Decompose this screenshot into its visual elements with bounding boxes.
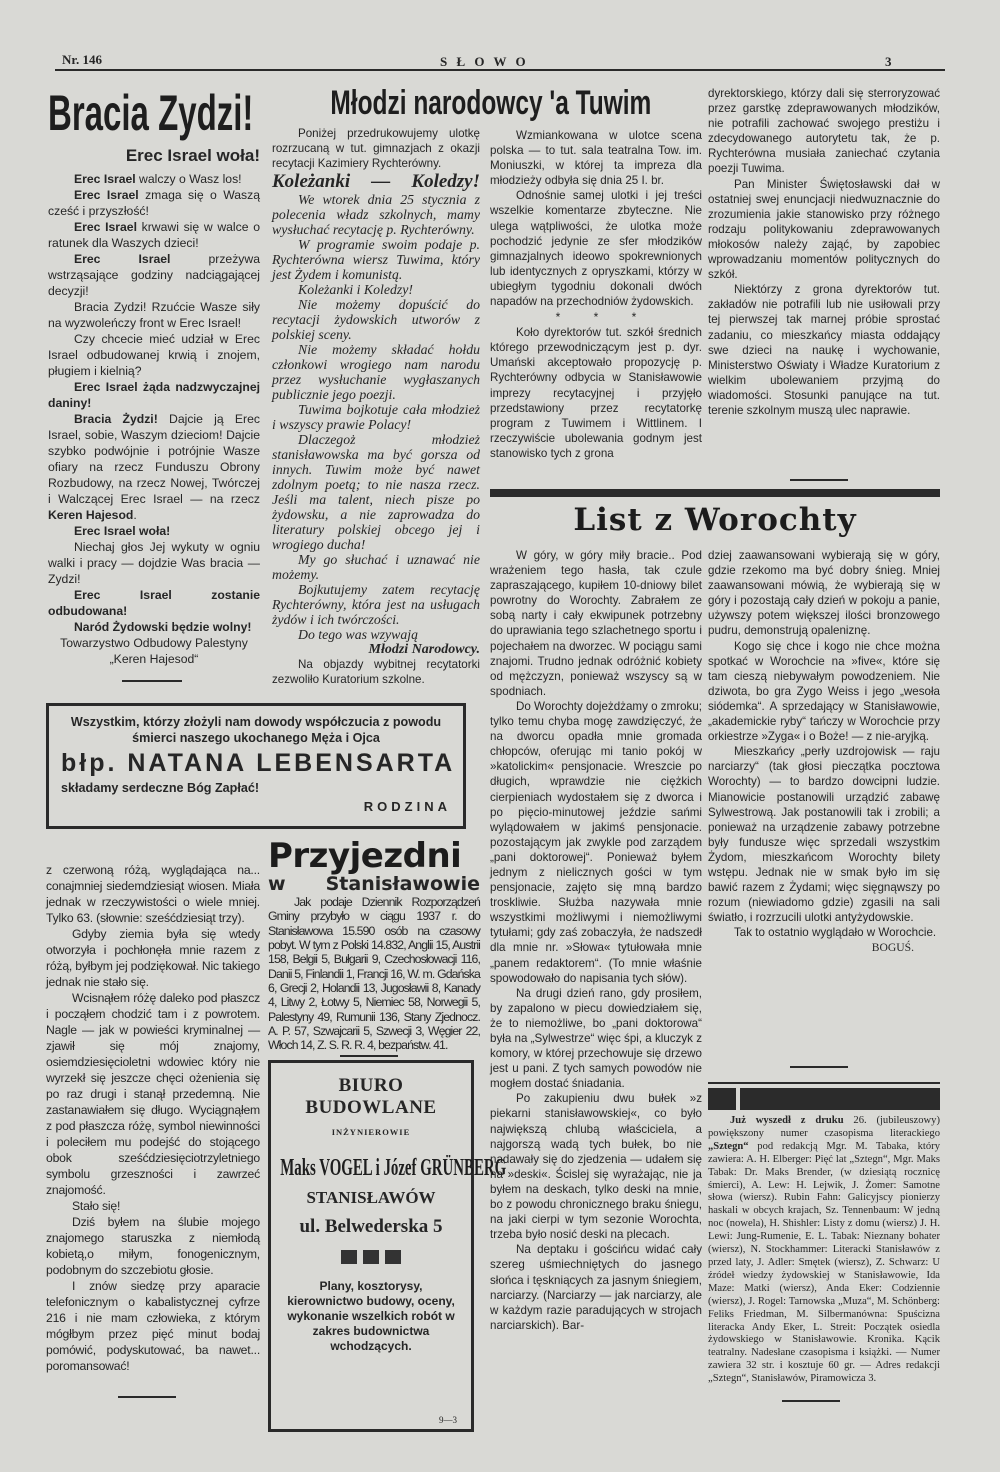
paragraph <box>48 411 260 523</box>
author: BOGUŚ. <box>871 941 914 955</box>
text-segment: Już wyszedł z druku <box>730 1115 844 1126</box>
divider <box>118 1396 176 1398</box>
paragraph: Tak to ostatnio wyglądało w Worochcie. <box>734 926 937 940</box>
paragraph <box>48 187 260 219</box>
worochta-col3 <box>490 548 702 1333</box>
paragraph: Do Worochty dojeżdżamy o zmroku; tylko temu chyba mogę zawdzięczyć, że na dworcu opadła mnie gromada chłopców, oferując mi tanio pokój w »katolickim« pensjonacie. Wreszcie po długich, wprawdzie nie ciężkich cierpieniach wydostałem się z dworca i po pięcio-minutowej jeździe sańmi wylądowałem w jakimś pensjonacie. pozostającym jak zwykle pod zarządem „pani doktorowej“. Ponieważ byłem jednym z nielicznych gości w tym pensjonacie, zajęto się mną bardzo troskliwie. Służba nazywała mnie wszystkimi możliwymi i niemożliwymi tytułami; gdy zaś zobaczyła, że nadszedł dla mnie nr. »Słowa« tytułowała mnie „panem redaktorem“. (To mnie właśnie spowodowało do napisania tych słów). <box>490 699 702 985</box>
leaflet-poem <box>272 192 480 642</box>
paragraph <box>48 523 260 539</box>
page-number: 3 <box>885 54 892 69</box>
text-segment: przeżywa wstrząsające godziny nadciągającej decyzji! <box>48 252 260 298</box>
text-segment: pod redakcją Mgr. M. Tabaka, który zawiera: A. H. Elberger: Pięć lat „Sztegn“, Mgr. Maks Tabak: Dr. Maks Brender, (w dziesiątą rocznicę śmierci), A. Lew: H. Lejwik, J. Żomer: Samotne słowa (wiersz). Rubin Fahn: Galicyjscy pionierzy haskali w obcych krajach, Sz. Tennenbaum: W jedną noc (nowela), H. Shishler: Listy z domu (wiersz) J. H. Lewi: Jung-Rumenie, E. L. Tabak: Nieznany bohater (wiersz), N. Stockhammer: Literacki Stanisławów z przed laty, J. Adler: Smętek (wiersz), Z. Schwarz: U źródeł wiedzy żydowskiej w Stanisławowie, Ida Maze: Matki (wiersz), Anda Eker: Codziennie (wiersz), J. Rogel: Tarnowska „Muza“, M. Schönberg: Feliks Friedman, M. Silbermanówna: Spuścizna literacka Andy Eker, L. Streit: Początek osiedla żydowskiego w Stanisławowie. Kronika. Kącik teatralny. Nadesłane czasopisma i książki. — Numer zawiera 32 str. i kosztuje 60 gr. — Adres redakcji „Sztegn“, Stanisławów, Piramowicza 3. <box>708 1140 940 1385</box>
note: Na objazdy wybitnej recytatorki zezwoliło Kuratorium szkolne. <box>272 658 480 687</box>
divider <box>790 479 848 481</box>
paragraph: W programie swoim podaje p. Rychterówna wiersz Tuwima, który jest Żydem i komunistą. <box>272 237 480 283</box>
paragraph: Nie możemy składać hołdu członkowi wrogiego nam narodu przez wysłuchanie wygłaszanych publicznie jego poezji. <box>272 342 480 403</box>
paragraph: Wzmiankowana w ulotce scena polska — to tut. sala teatralna Tow. im. Moniuszki, w której ta impreza dla młodzieży odbyła się dnia 25 I. br. <box>490 129 702 188</box>
issue-number: Nr. 146 <box>62 52 102 67</box>
notice-signature: RODZINA <box>363 799 451 814</box>
paragraph <box>48 379 260 411</box>
ad-title: BIURO BUDOWLANE <box>305 1075 437 1118</box>
black-bar <box>708 1088 736 1110</box>
paragraph: dziej zaawansowani wybierają się w góry, gdzie rzekomo ma być dobry śnieg. Mniej zaawansowani mówią, że wybierają się w góry i pozostają cały dzień w pokoju a panie, używszy potem większej ilości bronzowego pudru, demonstrują opaleniznę. <box>708 549 940 638</box>
text-segment: „Sztegn“ <box>708 1140 749 1152</box>
text-segment: Erec Israel <box>74 220 137 234</box>
paragraph: I znów siedzę przy aparacie telefonicznym o kabalistycznej cyfrze 216 i nie mam człowieka, z którym mógłbym przez pięć minut bodaj pomówić, podyskutować, ba nawet... poromansować! <box>46 1279 260 1373</box>
decorative-squares <box>271 1250 471 1269</box>
bracia-zydzi-column <box>48 171 260 667</box>
title-text: Młodzi narodowcy 'a Tuwim <box>330 84 652 122</box>
paragraph: Mieszkańcy „perły uzdrojowisk — raju narciarzy“ (tak głosi pieczątka pocztowa Worochty) — to bardzo dowcipni ludzie. Mianowicie postanowili urządzić zabawę Sylwestrową. Jak postanowili tak i zrobili; a ponieważ na urządzenie zabawy potrzebne były fundusze więc sprzedali wszystkim Żydom, mieszkańcom Worochty bilety wstępu. Jednak nie w smak było im się bawić razem z Żydami; więc sięgnąwszy po rozum (niewiadomo gdzie) zgasili na sali światło, i rozrzucili ulotki antyżydowskie. <box>708 745 940 925</box>
paragraph: Na drugi dzień rano, gdy prosiłem, by zapalono w piecu dowiedziałem się, że to niemożliwe, bo „pani doktorowa“ była na „Sylwestrze“ więc śpi, a kluczyk z komory, w której przechowuje się drzewo jest u pani. Z tych samych powodów nie mogłem dostać śniadania. <box>490 986 702 1091</box>
ad-code: 9—3 <box>439 1415 457 1425</box>
paragraph: Stało się! <box>72 1199 121 1213</box>
header-rule <box>55 69 945 71</box>
text-segment: Erec Israel żąda nadzwyczajnej daniny! <box>48 380 260 410</box>
condolence-notice <box>46 703 466 829</box>
przyjezdni-text: Jak podaje Dziennik Rozporządzeń Gminy przybyło w ciągu 1937 r. do Stanisławowa 15.590 osób na czasowy pobyt. W tym z Polski 14.832, Anglii 15, Austrii 158, Belgii 5, Bułgarii 9, Czechosłowacji 116, Danii 5, Finlandii 1, Francji 16, W. m. Gdańska 6, Grecji 2, Holandii 13, Jugosławii 8, Kanady 4, Litwy 2, Łotwy 5, Niemiec 58, Norwegii 5, Palestyny 49, Rumunii 136, Stany Zjednocz. A. P. 57, Szwajcarii 5, Szwecji 3, Węgier 22, Włoch 14, Z. S. R. R. 4, bezpaństw. 41. <box>268 895 480 1053</box>
ad-address: ul. Belwederska 5 <box>299 1216 443 1237</box>
paragraph <box>48 619 260 635</box>
keren-hajesod-signature: Towarzystwo Odbudowy Palestyny „Keren Hajesod“ <box>60 636 248 666</box>
tuwim-col2 <box>272 126 480 687</box>
paragraph: z czerwoną różą, wyglądająca na... conajmniej siedemdziesiąt wiosen. Miała jednak w rzeczywistości o wiele mniej. Tylko 63. (słownie: sześćdziesiąt trzy). <box>46 863 260 925</box>
heavy-rule <box>490 489 940 497</box>
sztegn-notice <box>708 1115 940 1386</box>
przyjezdni-subtitle: w Stanisławowie <box>268 873 480 895</box>
paragraph: We wtorek dnia 25 stycznia z polecenia władz szkolnych, mamy wysłuchać recytację p. Rychterówny. <box>272 192 480 238</box>
paragraph: Bojkutujemy zatem recytację Rychterówny, która jest na usługach żydów i ich twórczości. <box>272 582 480 628</box>
construction-office-ad <box>268 1060 507 1432</box>
poem-signature: Młodzi Narodowcy. <box>368 642 480 658</box>
paragraph: Kogo się chce i kogo nie chce można spotkać w Worochcie na »five«, które się tam cieszą niebywałym powodzeniem. Nie dziwota, bo gra Zygo Weiss i jego „wesoła siódemka“. A sprzedający w Stanisławowie, „akademickie ryby“ tańczy w Worochcie przy orkiestrze »Zyga« i o Boże! — z nie-aryjką. <box>708 639 940 744</box>
paragraph: Odnośnie samej ulotki i jej treści wszelkie komentarze zbyteczne. Nie ulega wątpliwości, że ulotka może pochodzić jedynie ze sfer młodzików gimnazjalnych ideowo spokrewnionych lub identycznych z opryszkami, którzy w ubiegłym tygodniu dokonali dwóch napadów na przechodniów żydowskich. <box>490 189 702 309</box>
text-segment: zmaga się o Waszą cześć i przyszłość! <box>48 188 261 218</box>
paragraph: Do tego was wzywają <box>298 627 418 643</box>
paragraph: My go słuchać i uznawać nie możemy. <box>272 552 480 583</box>
paragraph: Na deptaku i gościńcu widać cały szereg uśmiechniętych do jasnego słońca i tęskniących za jasnym śniegiem, narciarzy. (Narciarzy — jak narciarzy, ale w każdym razie paradujących w strojach narciarskich). Bar- <box>490 1243 702 1332</box>
divider <box>790 1066 848 1068</box>
tuwim-title <box>268 84 700 124</box>
przyjezdni-title: Przyjezdni <box>268 836 462 876</box>
paragraph: dyrektorskiego, którzy dali się sterroryzować przez garstkę zdeprawowanych młodzików, nie potrafili zachować swojego prestiżu i zdecydowanego autorytetu tak, że p. Rychterówna musiała zaniechać czytania poezji Tuwima. <box>708 87 940 176</box>
paragraph <box>48 331 260 379</box>
paragraph: Po zakupieniu dwu bułek »z piekarni stanisławowskiej«, co było największą chlubą właściciela, a najgorszą wadą tych bułek, bo nie nadawały się do zjedzenia — udałem się na »deski«. Ścislej się wyrażając, nie ja byłem na deskach, tylko deski na mnie, bo z powodu chronicznego braku śniegu, na jaki cierpi w tym sezonie Worochta, trzeba było nosić deski na plecach. <box>490 1092 702 1242</box>
text-segment: Bracia Zydzi! Rzućcie Wasze siły na wyzwoleńczy front w Erec Israel! <box>48 300 260 330</box>
newspaper-name: S Ł O W O <box>440 54 529 69</box>
paragraph: Koleżanki i Koledzy! <box>298 282 413 298</box>
text-segment: krwawi się w walce o ratunek dla Waszych dzieci! <box>48 220 260 250</box>
paragraph: Nie możemy dopuścić do recytacji żydowskich utworów z polskiej sceny. <box>272 297 480 343</box>
black-bar <box>740 1088 940 1110</box>
tuwim-col4 <box>708 86 940 418</box>
text-segment: Erec Israel zostanie odbudowana! <box>48 588 260 618</box>
text-segment: Erec Israel <box>74 172 136 186</box>
bracia-zydzi-title <box>48 84 263 140</box>
rule <box>708 1082 940 1084</box>
poem-heading: Koleżanki — Koledzy! <box>272 171 480 193</box>
erec-israel-subtitle: Erec Israel woła! <box>125 146 260 165</box>
notice-thanks: składamy serdeczne Bóg Zapłać! <box>61 781 260 795</box>
separator: * * * <box>555 310 637 325</box>
paragraph <box>48 251 260 299</box>
text-segment: Dajcie ją Erec Israel, sobie, Waszym dzieciom! Dajcie szybko podwójnie i potrójnie Wasze ofiary na rzecz Funduszu Obrony Rozbudowy, na rzecz Nowej, Twórczej i Walczącej Erec Israel — na rzecz <box>48 412 260 506</box>
text-segment: 26. (jubileuszowy) powiększony numer czasopisma literackiego <box>708 1115 940 1139</box>
paragraph <box>48 171 260 187</box>
worochta-title <box>490 502 940 538</box>
text-segment: Erec Israel <box>74 252 171 266</box>
notice-text: Wszystkim, którzy złożyli nam dowody współczucia z powodu śmierci naszego ukochanego Męża i Ojca <box>70 715 442 745</box>
paragraph: W góry, w góry miły bracie.. Pod wrażeniem tego hasła, tak czule zapraszającego, kupiłem 10-dniowy bilet powrotny do Worochty. Zabrałem ze sobą narty i cały ekwipunek potrzebny do uprawiania tego szlachetnego sportu i pojechałem na dworzec. W pociągu sami znajomi. Trudno jednak odróżnić kobiety od mężczyzn, ponieważ wszyscy są w spodniach. <box>490 549 702 698</box>
text-segment: Czy chcecie mieć udział w Erec Israel odbudowanej krwią i znojem, pługiem i kielnią? <box>48 332 260 378</box>
paragraph: Gdyby ziemia była się wtedy otworzyła i pochłonęła mnie razem z różą, byłbym jej podziękował. Nic takiego jednak nie stało się. <box>46 927 260 989</box>
text-segment: Erec Israel <box>74 188 139 202</box>
paragraph <box>708 1115 940 1386</box>
text-segment: Erec Israel woła! <box>74 524 171 538</box>
paragraph <box>48 219 260 251</box>
divider <box>122 680 182 682</box>
tuwim-col3 <box>490 128 702 461</box>
paragraph: Dziś byłem na ślubie mojego znajomego staruszka z niemłodą kobietą,o miłym, fonogenicznym, podobnym do szczebiotu głosie. <box>46 1215 260 1277</box>
ad-services: Plany, kosztorysy, kierownictwo budowy, oceny, wykonanie wszelkich robót w zakres budownictwa wchodzących. <box>287 1279 455 1353</box>
text-segment: walczy o Wasz los! <box>135 172 242 186</box>
ad-subtitle: INŻYNIEROWIE <box>331 1127 411 1137</box>
paragraph: Pan Minister Świętosławski dał w ostatniej swej enuncjacji niedwuznacznie do zrozumienia jakie stanowisko przy różnego rodzaju politykowaniu zdeprawowanych młokosów należy zająć, by zapobiec wprowadzaniu momentów politycznych do szkół. <box>708 177 940 282</box>
divider <box>340 1055 398 1057</box>
paragraph <box>48 299 260 331</box>
divider <box>782 1400 840 1402</box>
worochta-col4 <box>708 548 940 956</box>
paragraph: Niektórzy z grona dyrektorów tut. zakładów nie potrafili lub nie usiłowali przy tej pierwszej tak marnej próbie sprostać zadaniu, co mieszkańcy miasta oddający swe dzieci na naukę i wychowanie, Ministerstwo Oświaty i Władze Kuratorium z wielkim ubolewaniem przyjmą do wiadomości. Stosunki panujące na tut. terenie szkolnym muszą ulec naprawie. <box>708 283 940 417</box>
paragraph: Wcisnąłem różę daleko pod płaszcz i począłem chodzić tam i z powrotem. Nagle — jak w powieści kryminalnej — zjawił się mój znajomy, osiemdziesięcioletni wdowiec który nie wyrzekł się jeszcze chęci ożenienia się po raz drugi i stanął przedemną. Nie zastanawiałem się długo. Wyciągnąłem z pod płaszcza różę, symbol niewinności i poleciłem mu podejść do stojącego obok sześćdziesięciotrzyletniego symbolu grzeszności i zawrzeć znajomość. <box>46 991 260 1197</box>
text-segment: Bracia Żydzi! <box>74 412 158 426</box>
deceased-name: błp. NATANA LEBENSARTA <box>61 749 456 777</box>
ad-city: STANISŁAWÓW <box>306 1188 436 1207</box>
paragraph: Dlaczegoż młodzież stanisławowska ma być gorsza od innych. Tuwim może być nawet zdolnym poetą; to nie nasza rzecz. Jeśli ma talent, niech pisze po żydowsku, a nie zaprowadza do literatury polskiej obcego jej i wrogiego ducha! <box>272 432 480 553</box>
paragraph: Koło dyrektorów tut. szkół średnich którego przewodniczącym jest p. dyr. Umański akceptowało propozycję p. Rychterówny odbycia w Stanisławowie imprezy recytacyjnej i przyjęło przedstawiony przez recytatorkę program z Tuwimem i Wittlinem. I rzeczywiście ubolewania godnym jest stanowisko tych z grona <box>490 326 702 460</box>
title-text: List z Worochty <box>573 502 857 538</box>
title-text: Bracia Zydzi! <box>48 85 254 141</box>
bracia-zydzi-body <box>48 171 260 635</box>
text-segment: Niechaj głos Jej wykuty w ogniu walki i pracy — dojdzie Was bracia — Zydzi! <box>48 540 260 586</box>
text-segment: . <box>133 508 137 522</box>
paragraph <box>48 539 260 587</box>
text-segment: Keren Hajesod <box>48 508 134 522</box>
intro: Poniżej przedrukowujemy ulotkę rozrzucaną w tut. gimnazjach z okazji recytacji Kazimiery Rychterówny. <box>272 127 480 171</box>
paragraph: Tuwima bojkotuje cała młodzież i wszyscy prawie Polacy! <box>272 402 480 433</box>
paragraph <box>48 587 260 619</box>
text-segment: Naród Żydowski będzie wolny! <box>74 620 252 634</box>
przyjezdni-article <box>268 838 480 1052</box>
ad-names: Maks VOGEL i Józef GRÜNBERG <box>280 1155 507 1181</box>
story-continuation <box>46 862 260 1374</box>
